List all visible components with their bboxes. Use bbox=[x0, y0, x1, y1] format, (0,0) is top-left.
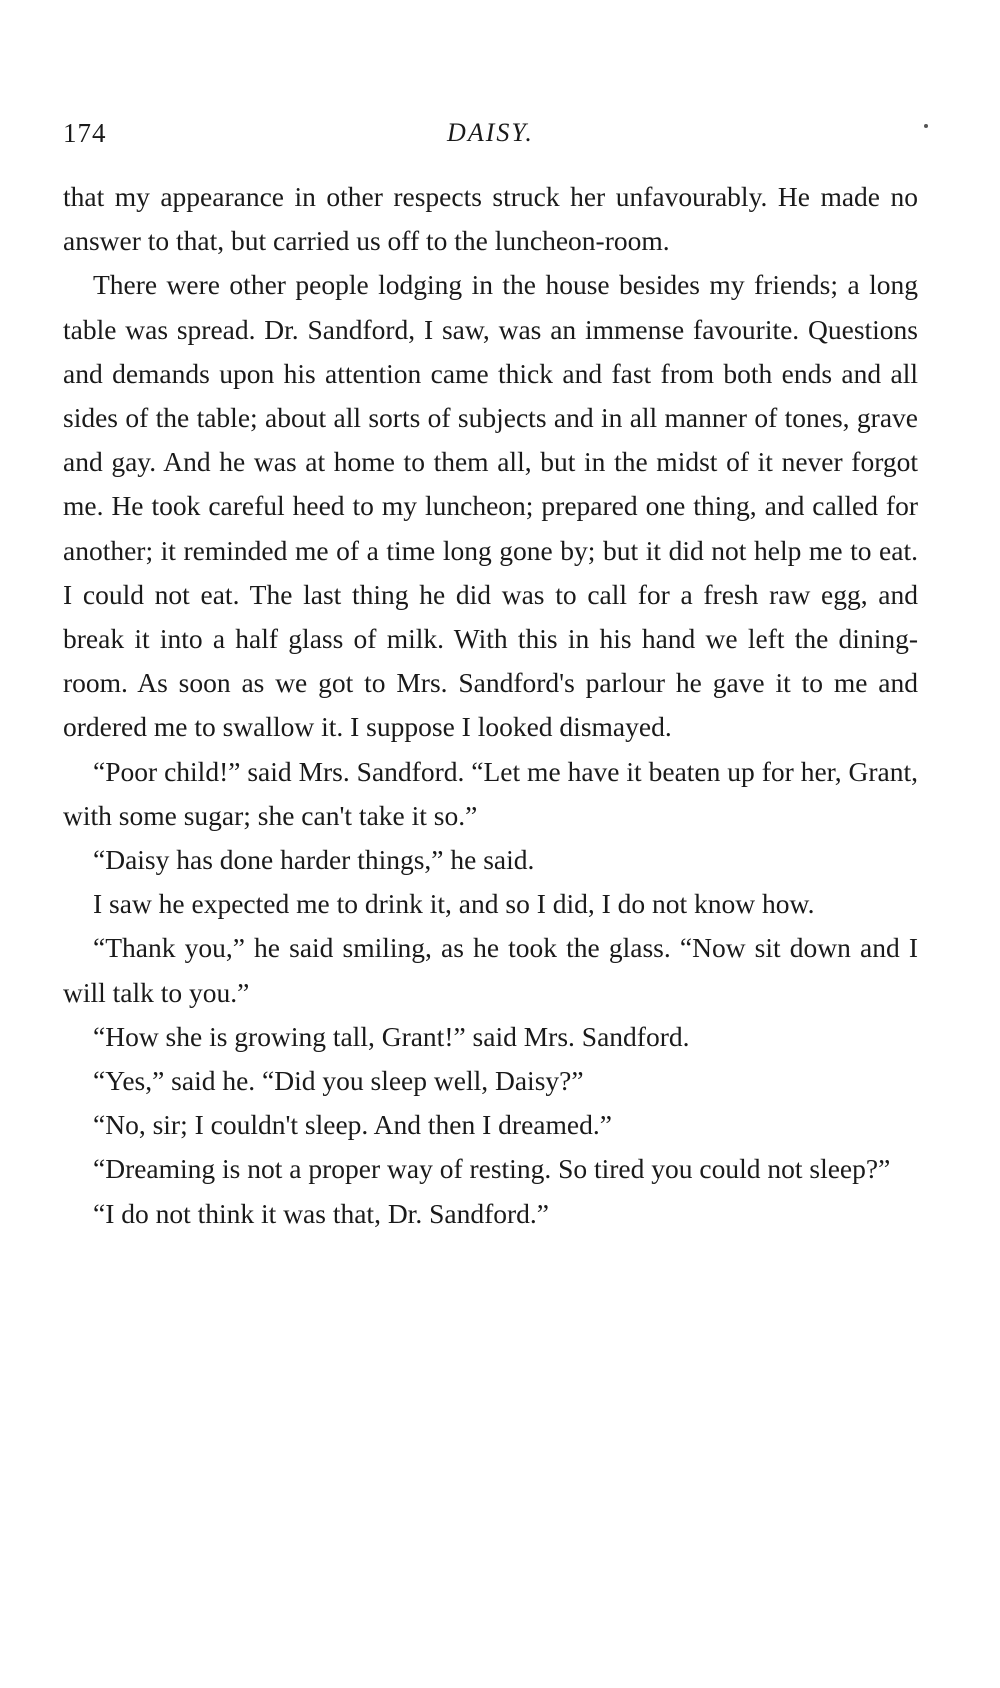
page-number: 174 bbox=[63, 118, 107, 148]
paragraph-narration: I saw he expected me to drink it, and so I did, I do not know how. bbox=[93, 888, 815, 920]
paragraph-continuation: that my appearance in other respects struck her unfavourably. He made no answer to that, but carried us off to the luncheon-room. bbox=[63, 181, 918, 257]
paragraph-dialogue: “I do not think it was that, Dr. Sandford.” bbox=[93, 1197, 549, 1229]
paragraph-dialogue: “Dreaming is not a proper way of resting. So tired you could not sleep?” bbox=[93, 1153, 891, 1185]
paragraph-dialogue: “How she is growing tall, Grant!” said Mrs. Sandford. bbox=[93, 1020, 690, 1052]
paragraph-dialogue: “Daisy has done harder things,” he said. bbox=[93, 844, 535, 876]
running-title: DAISY. bbox=[447, 118, 534, 147]
running-head bbox=[63, 118, 918, 152]
body-text bbox=[63, 175, 918, 1236]
ink-speck bbox=[924, 124, 928, 128]
paragraph-dialogue: “Poor child!” said Mrs. Sandford. “Let me have it beaten up for her, Grant, with some sugar; she can't take it so.” bbox=[63, 755, 918, 831]
paragraph-dialogue: “Yes,” said he. “Did you sleep well, Daisy?” bbox=[93, 1065, 584, 1097]
paragraph-dialogue: “Thank you,” he said smiling, as he took the glass. “Now sit down and I will talk to you.” bbox=[63, 932, 918, 1008]
paragraph-luncheon: There were other people lodging in the house besides my friends; a long table was spread. Dr. Sandford, I saw, was an immense favourite. Questions and demands upon his attention came thick and fast from both ends and all sides of the table; about all sorts of subjects and in all manner of tones, grave and gay. And he was at home to them all, but in the midst of it never forgot me. He took careful heed to my luncheon; prepared one thing, and called for another; it reminded me of a time long gone by; but it did not help me to eat. I could not eat. The last thing he did was to call for a fresh raw egg, and break it into a half glass of milk. With this in his hand we left the dining-room. As soon as we got to Mrs. Sandford's parlour he gave it to me and ordered me to swallow it. I suppose I looked dismayed. bbox=[63, 269, 918, 743]
paragraph-dialogue: “No, sir; I couldn't sleep. And then I dreamed.” bbox=[93, 1109, 612, 1141]
